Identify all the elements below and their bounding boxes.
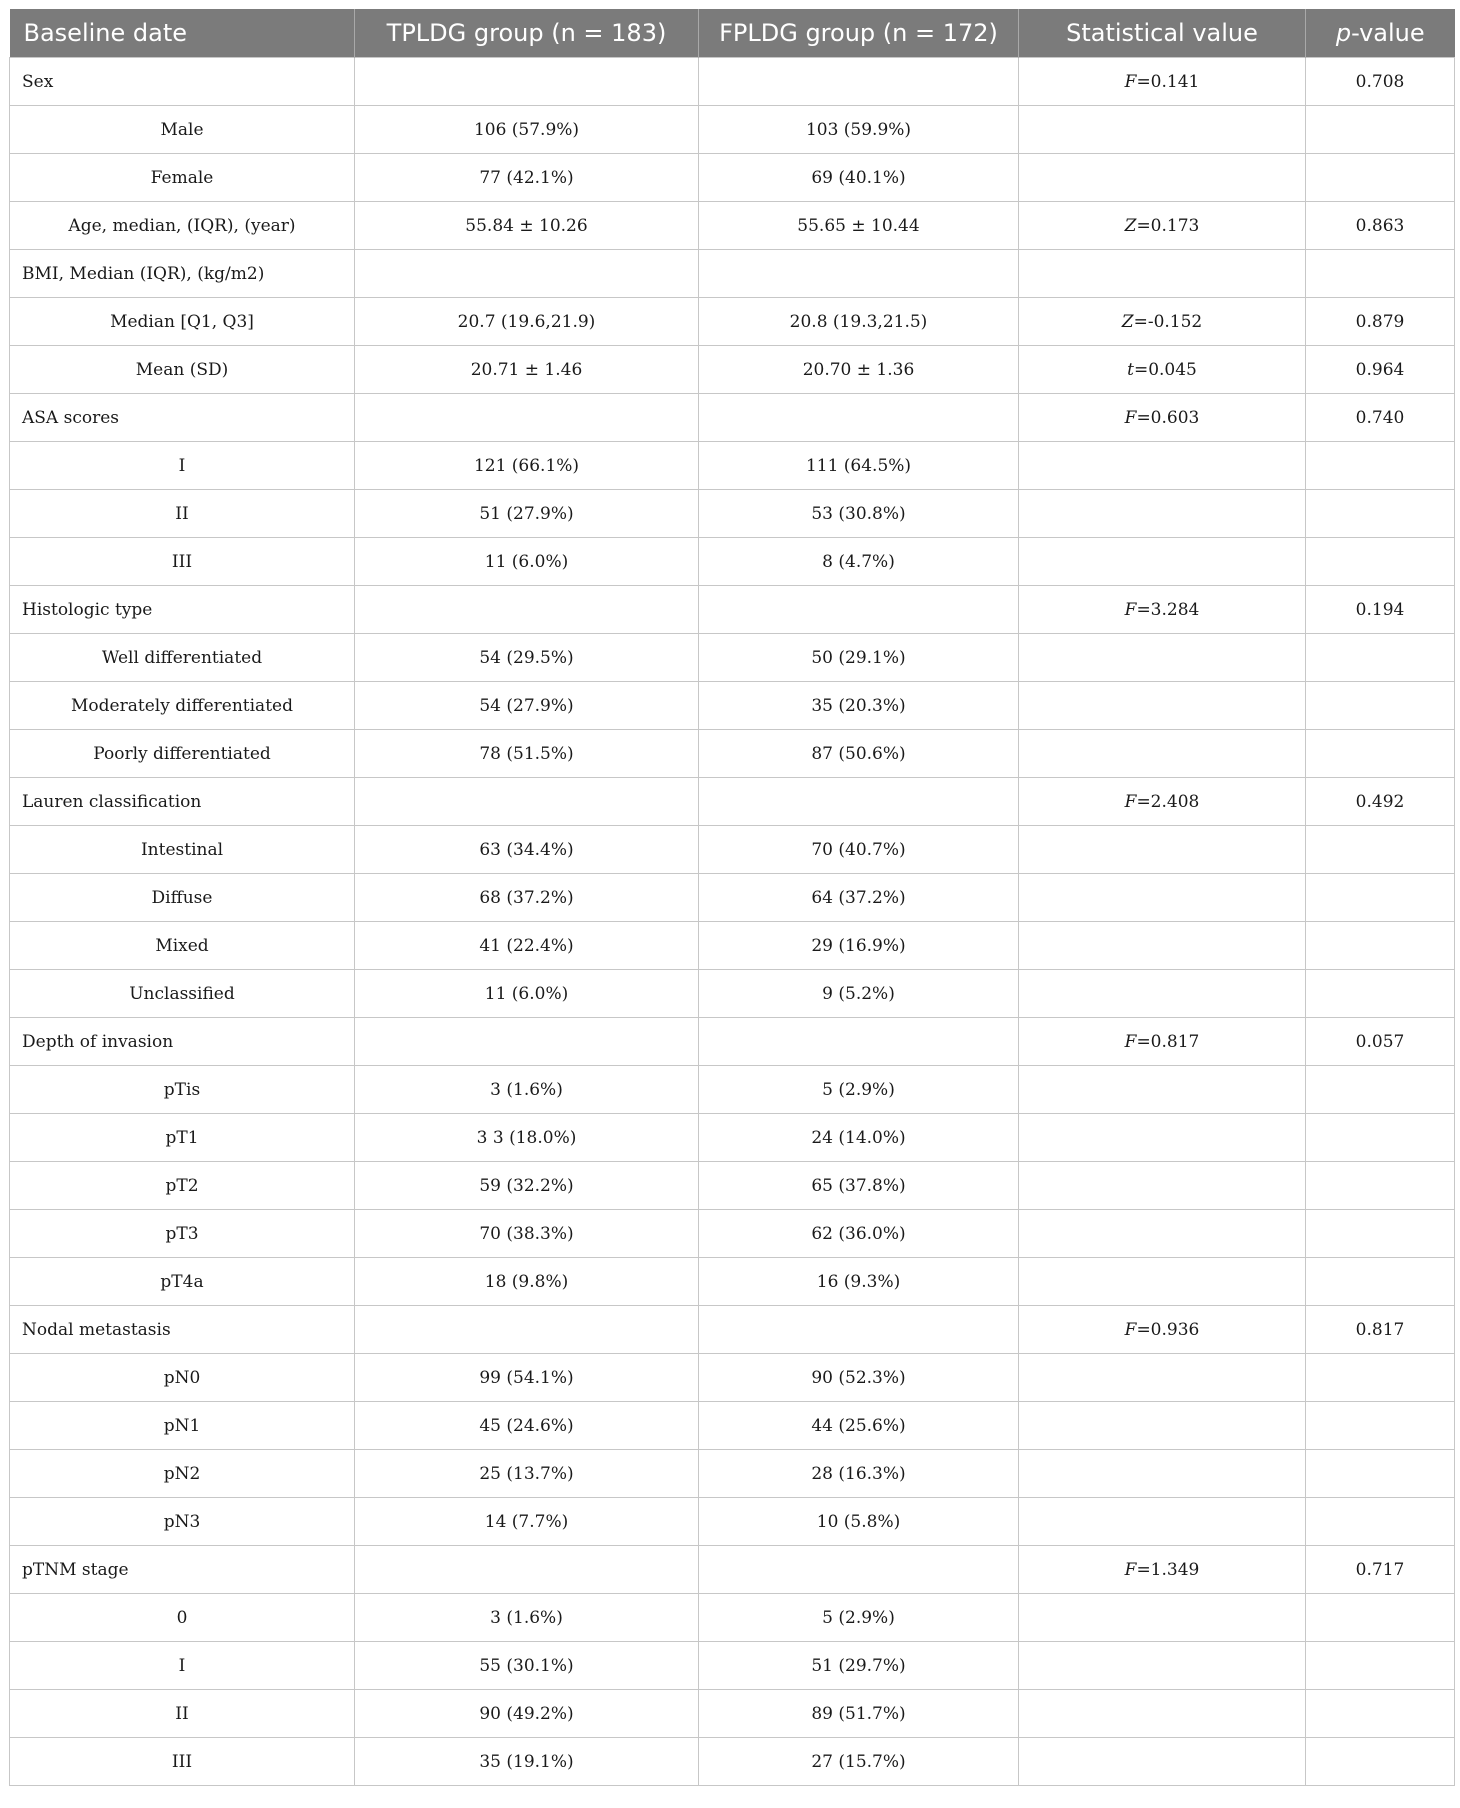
- row-label: Male: [10, 106, 355, 154]
- p-value: [1306, 1402, 1455, 1450]
- fpldg-value: 10 (5.8%): [699, 1498, 1019, 1546]
- category-row: [10, 250, 1455, 298]
- tpldg-value: 121 (66.1%): [355, 442, 699, 490]
- tpldg-value: 54 (29.5%): [355, 634, 699, 682]
- table-row: [10, 442, 1455, 490]
- p-value: [1306, 1642, 1455, 1690]
- statistic-symbol: F: [1124, 599, 1137, 620]
- table-row: [10, 1066, 1455, 1114]
- category-label: Lauren classification: [10, 778, 355, 826]
- tpldg-value: 11 (6.0%): [355, 538, 699, 586]
- p-value: [1306, 250, 1455, 298]
- statistic-symbol: F: [1124, 71, 1137, 92]
- category-label: Sex: [10, 58, 355, 106]
- fpldg-value: 53 (30.8%): [699, 490, 1019, 538]
- table-row: [10, 826, 1455, 874]
- table-row: [10, 490, 1455, 538]
- table-row: [10, 538, 1455, 586]
- row-label: Median [Q1, Q3]: [10, 298, 355, 346]
- tpldg-value: 25 (13.7%): [355, 1450, 699, 1498]
- table-row: [10, 1114, 1455, 1162]
- header-statistical-value: Statistical value: [1019, 9, 1306, 58]
- fpldg-value: 28 (16.3%): [699, 1450, 1019, 1498]
- fpldg-value: [699, 394, 1019, 442]
- tpldg-value: 78 (51.5%): [355, 730, 699, 778]
- p-value: [1306, 1114, 1455, 1162]
- statistical-value: [1019, 1306, 1306, 1354]
- statistical-value: [1019, 1114, 1306, 1162]
- row-label: Moderately differentiated: [10, 682, 355, 730]
- statistical-value: [1019, 1162, 1306, 1210]
- table-row: [10, 1690, 1455, 1738]
- fpldg-value: 55.65 ± 10.44: [699, 202, 1019, 250]
- statistical-value: [1019, 250, 1306, 298]
- statistical-value: [1019, 154, 1306, 202]
- statistical-value: [1019, 106, 1306, 154]
- row-label: I: [10, 442, 355, 490]
- row-label: pN3: [10, 1498, 355, 1546]
- fpldg-value: 89 (51.7%): [699, 1690, 1019, 1738]
- fpldg-value: [699, 586, 1019, 634]
- tpldg-value: 35 (19.1%): [355, 1738, 699, 1786]
- category-label: Nodal metastasis: [10, 1306, 355, 1354]
- statistical-value: [1019, 1546, 1306, 1594]
- fpldg-value: 9 (5.2%): [699, 970, 1019, 1018]
- fpldg-value: 70 (40.7%): [699, 826, 1019, 874]
- statistic-number: =0.173: [1136, 215, 1200, 236]
- p-value: [1306, 1162, 1455, 1210]
- tpldg-value: 14 (7.7%): [355, 1498, 699, 1546]
- fpldg-value: [699, 778, 1019, 826]
- table-row: [10, 874, 1455, 922]
- fpldg-value: 16 (9.3%): [699, 1258, 1019, 1306]
- p-value: 0.492: [1306, 778, 1455, 826]
- statistical-value: [1019, 922, 1306, 970]
- statistic-symbol: F: [1124, 1319, 1137, 1340]
- category-row: [10, 1546, 1455, 1594]
- tpldg-value: [355, 778, 699, 826]
- fpldg-value: 24 (14.0%): [699, 1114, 1019, 1162]
- row-label: pTis: [10, 1066, 355, 1114]
- statistic-symbol: F: [1124, 1559, 1137, 1580]
- table-row: [10, 634, 1455, 682]
- row-label: pT3: [10, 1210, 355, 1258]
- statistical-value: [1019, 1066, 1306, 1114]
- baseline-characteristics-table: [9, 9, 1455, 1786]
- p-value: 0.717: [1306, 1546, 1455, 1594]
- statistical-value: [1019, 874, 1306, 922]
- fpldg-value: 103 (59.9%): [699, 106, 1019, 154]
- p-value: [1306, 490, 1455, 538]
- row-label: Intestinal: [10, 826, 355, 874]
- p-value: 0.708: [1306, 58, 1455, 106]
- statistic-number: =3.284: [1136, 599, 1200, 620]
- statistic-symbol: F: [1124, 791, 1137, 812]
- table-header: [10, 9, 1455, 58]
- statistical-value: [1019, 1594, 1306, 1642]
- statistical-value: [1019, 490, 1306, 538]
- tpldg-value: 3 (1.6%): [355, 1066, 699, 1114]
- table-row: [10, 1498, 1455, 1546]
- category-label: pTNM stage: [10, 1546, 355, 1594]
- table-row: [10, 1258, 1455, 1306]
- header-row: [10, 9, 1455, 58]
- p-value: 0.740: [1306, 394, 1455, 442]
- p-value: [1306, 1594, 1455, 1642]
- row-label: III: [10, 538, 355, 586]
- fpldg-value: 20.70 ± 1.36: [699, 346, 1019, 394]
- tpldg-value: 77 (42.1%): [355, 154, 699, 202]
- fpldg-value: 51 (29.7%): [699, 1642, 1019, 1690]
- statistic-symbol: Z: [1124, 215, 1137, 236]
- tpldg-value: [355, 1546, 699, 1594]
- fpldg-value: 50 (29.1%): [699, 634, 1019, 682]
- statistic-number: =1.349: [1136, 1559, 1200, 1580]
- p-value: [1306, 1210, 1455, 1258]
- table-row: [10, 1210, 1455, 1258]
- statistic-symbol: F: [1124, 407, 1137, 428]
- statistical-value: [1019, 682, 1306, 730]
- fpldg-value: 90 (52.3%): [699, 1354, 1019, 1402]
- category-label: Depth of invasion: [10, 1018, 355, 1066]
- fpldg-value: 5 (2.9%): [699, 1594, 1019, 1642]
- p-value: [1306, 922, 1455, 970]
- p-value: [1306, 874, 1455, 922]
- fpldg-value: 111 (64.5%): [699, 442, 1019, 490]
- table-row: [10, 970, 1455, 1018]
- p-value: 0.863: [1306, 202, 1455, 250]
- category-row: [10, 1306, 1455, 1354]
- table-row: [10, 202, 1455, 250]
- category-row: [10, 394, 1455, 442]
- header-p-value: [1306, 9, 1455, 58]
- statistical-value: [1019, 634, 1306, 682]
- statistic-number: =2.408: [1136, 791, 1200, 812]
- statistic-number: =0.936: [1136, 1319, 1200, 1340]
- statistical-value: [1019, 442, 1306, 490]
- tpldg-value: 54 (27.9%): [355, 682, 699, 730]
- row-label: pT2: [10, 1162, 355, 1210]
- tpldg-value: [355, 394, 699, 442]
- statistical-value: [1019, 730, 1306, 778]
- row-label: pT1: [10, 1114, 355, 1162]
- row-label: pN2: [10, 1450, 355, 1498]
- p-value: [1306, 826, 1455, 874]
- row-label: II: [10, 1690, 355, 1738]
- statistical-value: [1019, 1642, 1306, 1690]
- row-label: II: [10, 490, 355, 538]
- fpldg-value: [699, 1546, 1019, 1594]
- header-tpldg-group: TPLDG group (n = 183): [355, 9, 699, 58]
- table-row: [10, 1354, 1455, 1402]
- p-value: [1306, 1066, 1455, 1114]
- statistical-value: [1019, 1498, 1306, 1546]
- header-p-italic: p: [1335, 19, 1352, 47]
- statistic-number: =0.045: [1133, 359, 1197, 380]
- fpldg-value: 29 (16.9%): [699, 922, 1019, 970]
- statistic-number: =0.141: [1136, 71, 1200, 92]
- tpldg-value: 20.7 (19.6,21.9): [355, 298, 699, 346]
- fpldg-value: 65 (37.8%): [699, 1162, 1019, 1210]
- row-label: Age, median, (IQR), (year): [10, 202, 355, 250]
- p-value: [1306, 1498, 1455, 1546]
- p-value: 0.817: [1306, 1306, 1455, 1354]
- fpldg-value: [699, 1306, 1019, 1354]
- header-p-rest: -value: [1351, 19, 1425, 47]
- tpldg-value: 18 (9.8%): [355, 1258, 699, 1306]
- tpldg-value: 55.84 ± 10.26: [355, 202, 699, 250]
- fpldg-value: 44 (25.6%): [699, 1402, 1019, 1450]
- row-label: Unclassified: [10, 970, 355, 1018]
- statistic-symbol: F: [1124, 1031, 1137, 1052]
- row-label: pN0: [10, 1354, 355, 1402]
- tpldg-value: 3 3 (18.0%): [355, 1114, 699, 1162]
- row-label: I: [10, 1642, 355, 1690]
- statistical-value: [1019, 58, 1306, 106]
- header-fpldg-group: FPLDG group (n = 172): [699, 9, 1019, 58]
- p-value: [1306, 730, 1455, 778]
- statistical-value: [1019, 538, 1306, 586]
- table-row: [10, 682, 1455, 730]
- tpldg-value: [355, 58, 699, 106]
- tpldg-value: 55 (30.1%): [355, 1642, 699, 1690]
- table-row: [10, 154, 1455, 202]
- statistic-number: =-0.152: [1133, 311, 1203, 332]
- tpldg-value: [355, 586, 699, 634]
- statistical-value: [1019, 1738, 1306, 1786]
- p-value: [1306, 1690, 1455, 1738]
- row-label: 0: [10, 1594, 355, 1642]
- tpldg-value: 90 (49.2%): [355, 1690, 699, 1738]
- row-label: Poorly differentiated: [10, 730, 355, 778]
- table-row: [10, 346, 1455, 394]
- statistical-value: [1019, 1258, 1306, 1306]
- row-label: III: [10, 1738, 355, 1786]
- table-row: [10, 1594, 1455, 1642]
- row-label: Female: [10, 154, 355, 202]
- tpldg-value: 51 (27.9%): [355, 490, 699, 538]
- row-label: pT4a: [10, 1258, 355, 1306]
- p-value: [1306, 682, 1455, 730]
- category-row: [10, 778, 1455, 826]
- table-row: [10, 922, 1455, 970]
- category-label: ASA scores: [10, 394, 355, 442]
- fpldg-value: 87 (50.6%): [699, 730, 1019, 778]
- fpldg-value: 64 (37.2%): [699, 874, 1019, 922]
- tpldg-value: 3 (1.6%): [355, 1594, 699, 1642]
- fpldg-value: 8 (4.7%): [699, 538, 1019, 586]
- p-value: [1306, 1354, 1455, 1402]
- tpldg-value: 63 (34.4%): [355, 826, 699, 874]
- statistical-value: [1019, 1450, 1306, 1498]
- statistical-value: [1019, 298, 1306, 346]
- row-label: Diffuse: [10, 874, 355, 922]
- fpldg-value: 5 (2.9%): [699, 1066, 1019, 1114]
- p-value: [1306, 106, 1455, 154]
- statistical-value: [1019, 1210, 1306, 1258]
- p-value: [1306, 634, 1455, 682]
- statistical-value: [1019, 826, 1306, 874]
- table-row: [10, 106, 1455, 154]
- row-label: Well differentiated: [10, 634, 355, 682]
- table-row: [10, 298, 1455, 346]
- statistical-value: [1019, 1690, 1306, 1738]
- fpldg-value: 69 (40.1%): [699, 154, 1019, 202]
- category-label: BMI, Median (IQR), (kg/m2): [10, 250, 355, 298]
- tpldg-value: 41 (22.4%): [355, 922, 699, 970]
- row-label: Mixed: [10, 922, 355, 970]
- p-value: [1306, 1738, 1455, 1786]
- fpldg-value: 35 (20.3%): [699, 682, 1019, 730]
- statistic-symbol: t: [1127, 359, 1134, 380]
- category-row: [10, 586, 1455, 634]
- tpldg-value: 11 (6.0%): [355, 970, 699, 1018]
- tpldg-value: 59 (32.2%): [355, 1162, 699, 1210]
- statistic-number: =0.603: [1136, 407, 1200, 428]
- header-baseline-date: Baseline date: [10, 9, 355, 58]
- p-value: 0.879: [1306, 298, 1455, 346]
- p-value: [1306, 970, 1455, 1018]
- statistical-value: [1019, 586, 1306, 634]
- statistical-value: [1019, 1018, 1306, 1066]
- table-row: [10, 1162, 1455, 1210]
- tpldg-value: 99 (54.1%): [355, 1354, 699, 1402]
- fpldg-value: 62 (36.0%): [699, 1210, 1019, 1258]
- p-value: [1306, 1450, 1455, 1498]
- table-row: [10, 1402, 1455, 1450]
- table-row: [10, 730, 1455, 778]
- statistical-value: [1019, 970, 1306, 1018]
- tpldg-value: [355, 1018, 699, 1066]
- statistical-value: [1019, 1354, 1306, 1402]
- p-value: 0.194: [1306, 586, 1455, 634]
- row-label: Mean (SD): [10, 346, 355, 394]
- statistical-value: [1019, 346, 1306, 394]
- category-row: [10, 1018, 1455, 1066]
- tpldg-value: 20.71 ± 1.46: [355, 346, 699, 394]
- statistic-symbol: Z: [1121, 311, 1134, 332]
- statistic-number: =0.817: [1136, 1031, 1200, 1052]
- fpldg-value: 27 (15.7%): [699, 1738, 1019, 1786]
- p-value: [1306, 1258, 1455, 1306]
- statistical-value: [1019, 778, 1306, 826]
- row-label: pN1: [10, 1402, 355, 1450]
- tpldg-value: [355, 1306, 699, 1354]
- tpldg-value: 68 (37.2%): [355, 874, 699, 922]
- table-row: [10, 1738, 1455, 1786]
- table-row: [10, 1450, 1455, 1498]
- p-value: 0.964: [1306, 346, 1455, 394]
- table-row: [10, 1642, 1455, 1690]
- p-value: [1306, 538, 1455, 586]
- tpldg-value: 70 (38.3%): [355, 1210, 699, 1258]
- fpldg-value: [699, 58, 1019, 106]
- fpldg-value: [699, 1018, 1019, 1066]
- fpldg-value: [699, 250, 1019, 298]
- table-body: [10, 58, 1455, 1786]
- tpldg-value: 45 (24.6%): [355, 1402, 699, 1450]
- p-value: 0.057: [1306, 1018, 1455, 1066]
- category-label: Histologic type: [10, 586, 355, 634]
- statistical-value: [1019, 202, 1306, 250]
- statistical-value: [1019, 1402, 1306, 1450]
- fpldg-value: 20.8 (19.3,21.5): [699, 298, 1019, 346]
- p-value: [1306, 154, 1455, 202]
- statistical-value: [1019, 394, 1306, 442]
- tpldg-value: [355, 250, 699, 298]
- p-value: [1306, 442, 1455, 490]
- tpldg-value: 106 (57.9%): [355, 106, 699, 154]
- category-row: [10, 58, 1455, 106]
